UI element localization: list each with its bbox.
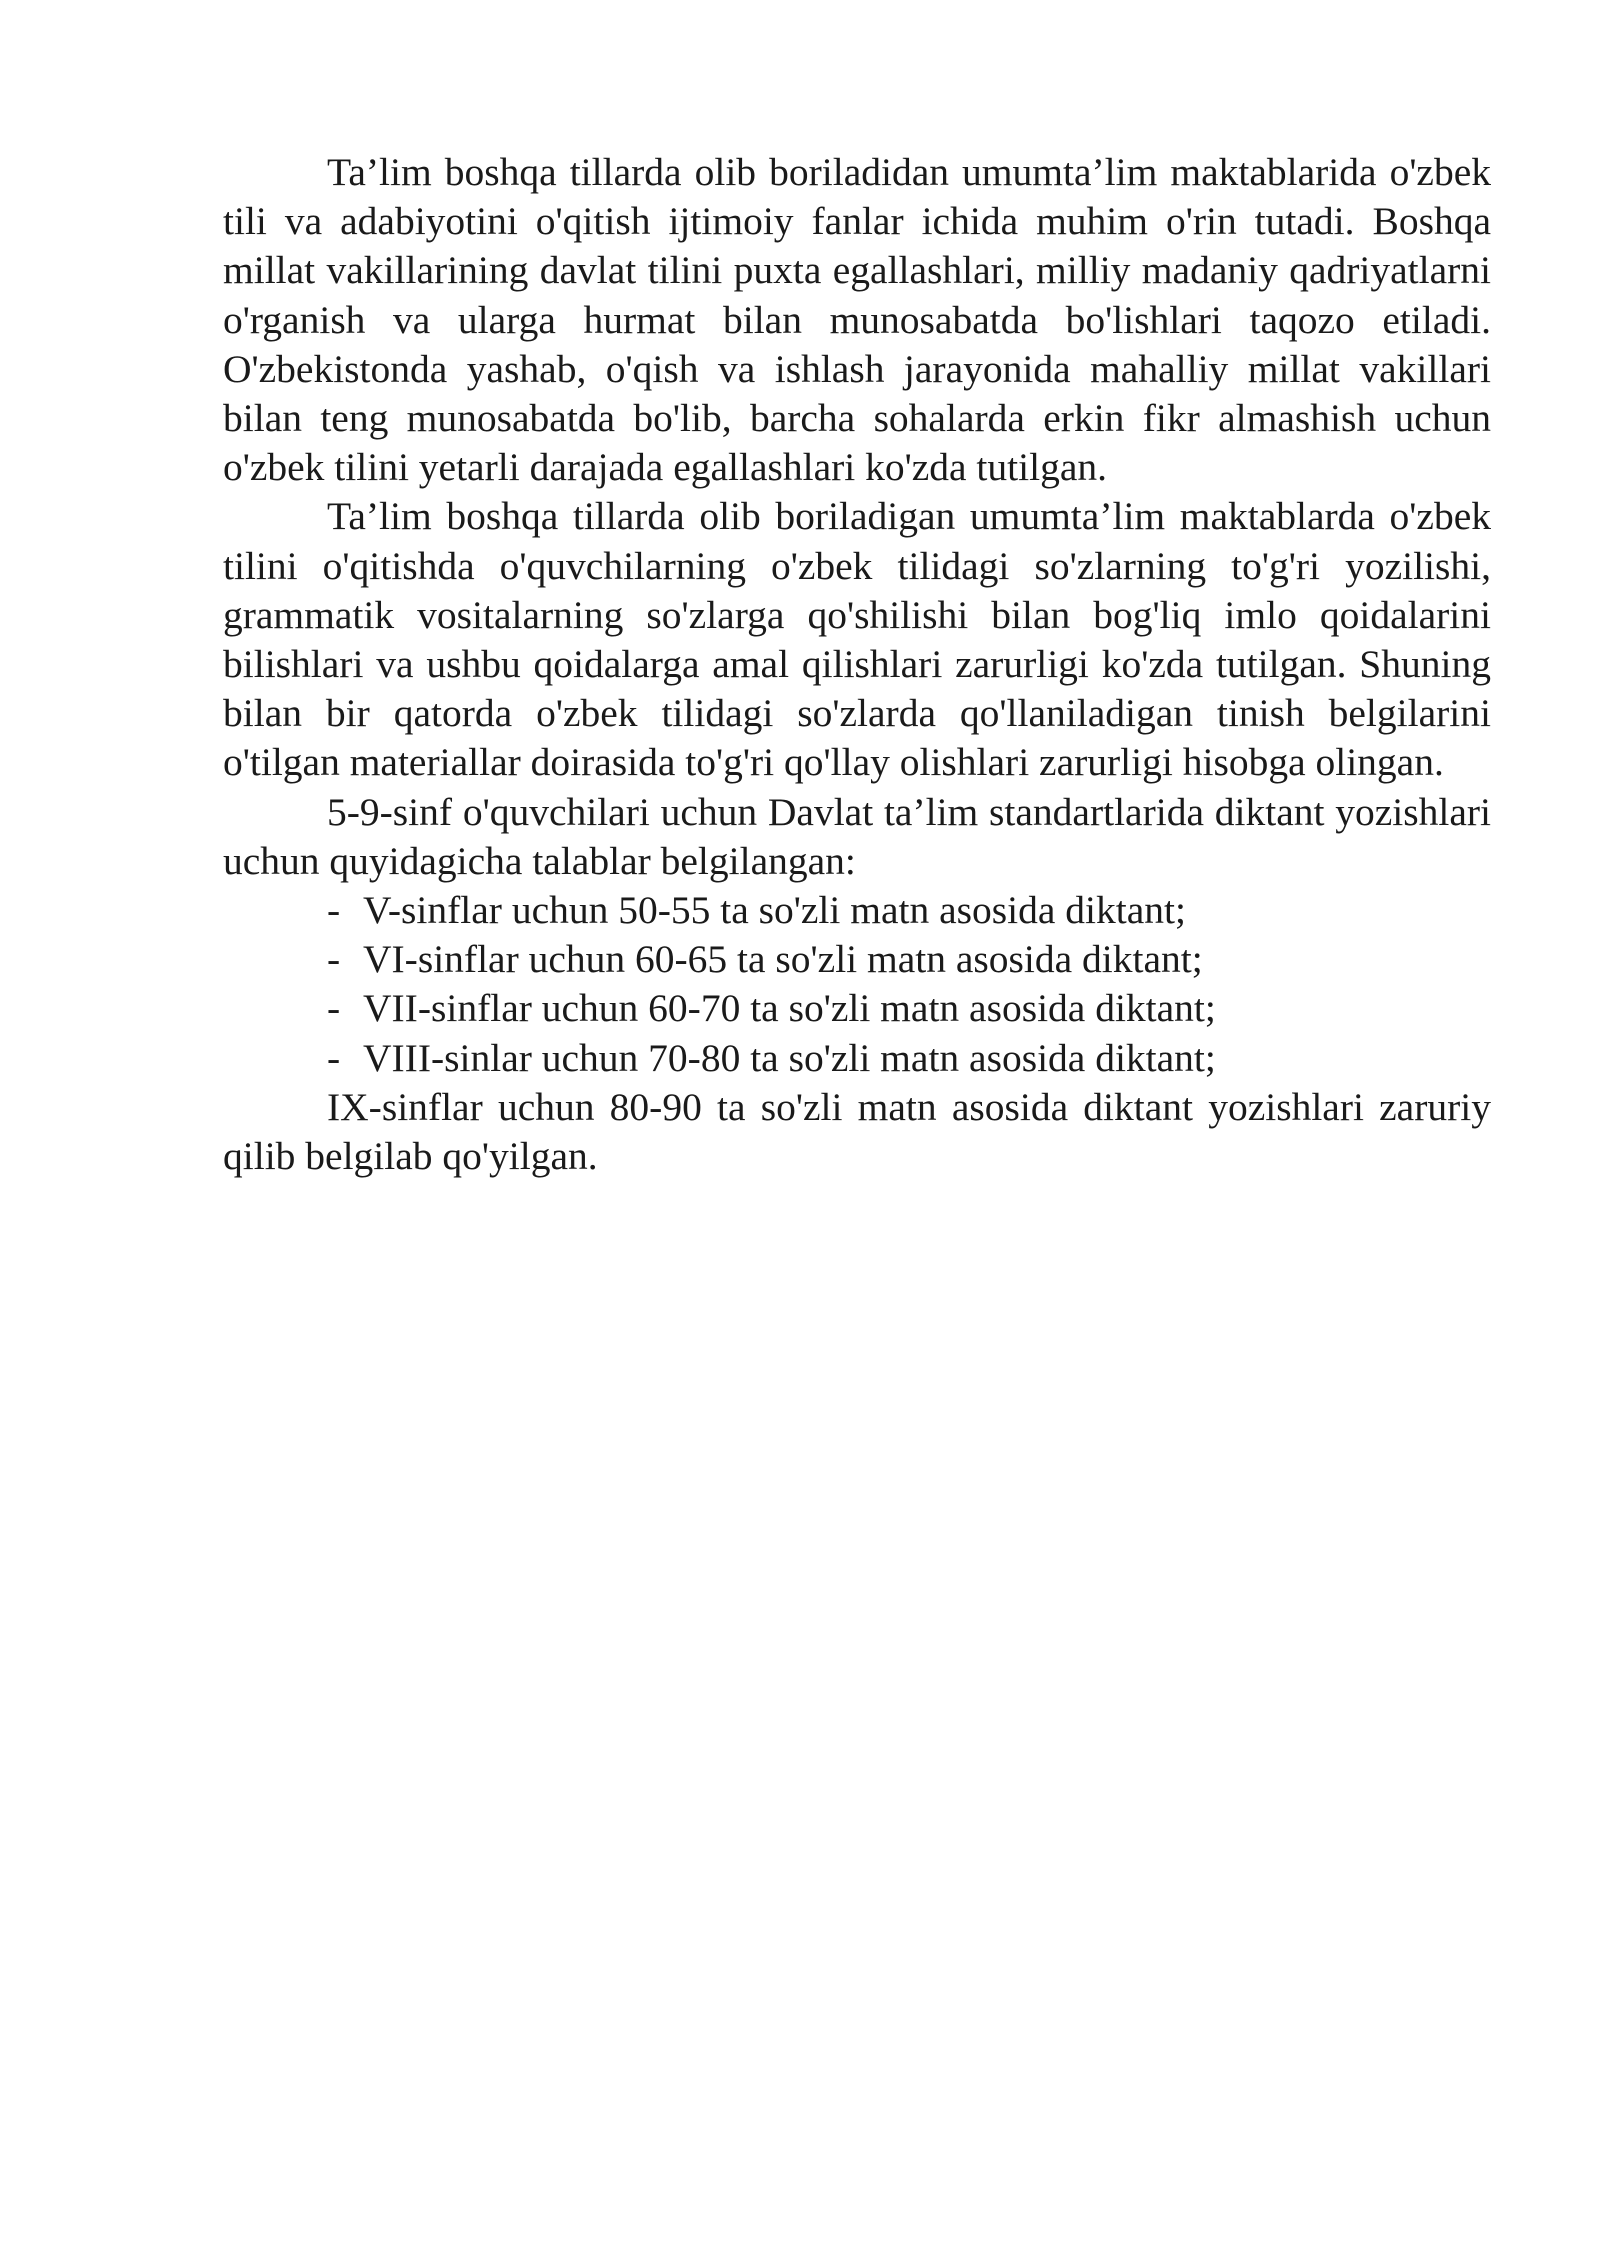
- list-dash: -: [327, 888, 341, 933]
- paragraph-dictation-standards-intro: 5-9-sinf o'quvchilari uchun Davlat ta’lim standartlarida diktant yozishlari uchun quyidagicha talablar belgilangan:: [223, 789, 1491, 883]
- list-item: [223, 935, 1491, 984]
- list-dash: -: [327, 986, 341, 1031]
- list-item-text: VII-sinflar uchun 60-70 ta so'zli matn asosida diktant;: [363, 986, 1216, 1031]
- list-item: [223, 886, 1491, 935]
- list-item-text: VI-sinflar uchun 60-65 ta so'zli matn asosida diktant;: [363, 937, 1203, 982]
- paragraph-spelling-rules: Ta’lim boshqa tillarda olib boriladigan umumta’lim maktablarda o'zbek tilini o'qitishda o'quvchilarning o'zbek tilidagi so'zlarning to'g'ri yozilishi, grammatik vositalarning so'zlarga qo'shilishi bilan bog'liq imlo qoidalarini bilishlari va ushbu qoidalarga amal qilishlari zarurligi ko'zda tutilgan. Shuning bilan bir qatorda o'zbek tilidagi so'zlarda qo'llaniladigan tinish belgilarini o'tilgan materiallar doirasida to'g'ri qo'llay olishlari zarurligi hisobga olingan.: [223, 494, 1491, 785]
- list-item: [223, 1034, 1491, 1083]
- list-dash: -: [327, 937, 341, 982]
- list-dash: -: [327, 1035, 341, 1080]
- list-item-text: VIII-sinlar uchun 70-80 ta so'zli matn asosida diktant;: [363, 1035, 1216, 1080]
- list-item: [223, 984, 1491, 1033]
- paragraph-ninth-grade-requirement: IX-sinflar uchun 80-90 ta so'zli matn asosida diktant yozishlari zaruriy qilib belgilab qo'yilgan.: [223, 1084, 1491, 1179]
- dictation-requirements-list: [223, 886, 1491, 1083]
- document-page: [223, 148, 1491, 1181]
- paragraph-uzbek-language-teaching: Ta’lim boshqa tillarda olib boriladidan umumta’lim maktablarida o'zbek tili va adabiyotini o'qitish ijtimoiy fanlar ichida muhim o'rin tutadi. Boshqa millat vakillarining davlat tilini puxta egallashlari, milliy madaniy qadriyatlarni o'rganish va ularga hurmat bilan munosabatda bo'lishlari taqozo etiladi. O'zbekistonda yashab, o'qish va ishlash jarayonida mahalliy millat vakillari bilan teng munosabatda bo'lib, barcha sohalarda erkin fikr almashish uchun o'zbek tilini yetarli darajada egallashlari ko'zda tutilgan.: [223, 150, 1491, 490]
- list-item-text: V-sinflar uchun 50-55 ta so'zli matn asosida diktant;: [363, 888, 1186, 933]
